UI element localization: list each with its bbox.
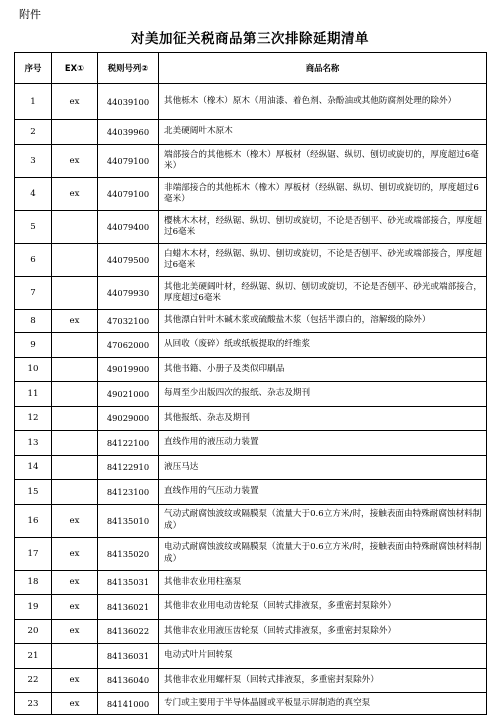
column-header-ex: EX① [52,53,98,84]
table-row [15,406,487,431]
column-header-goods-name: 商品名称 [159,53,487,84]
cell-tariff-code: 84136022 [98,619,159,644]
cell-tariff-code: 84136021 [98,595,159,620]
cell-ex [52,244,98,277]
cell-goods-name: 每周至少出版四次的报纸、杂志及期刊 [159,382,487,407]
cell-goods-name: 其他报纸、杂志及期刊 [159,406,487,431]
cell-serial: 13 [15,431,52,456]
cell-goods-name: 直线作用的液压动力装置 [159,431,487,456]
cell-ex: ex [52,504,98,537]
cell-serial: 17 [15,537,52,570]
table-row [15,480,487,505]
table-row [15,84,487,120]
table-row [15,668,487,693]
attachment-label: 附件 [19,8,41,21]
cell-goods-name: 从回收（废碎）纸或纸板提取的纤维浆 [159,333,487,358]
table-row [15,619,487,644]
cell-serial: 9 [15,333,52,358]
cell-goods-name: 其他北美硬阔叶材，经纵锯、纵切、刨切或旋切，不论是否刨平、砂光或端部接合，厚度超过6毫米 [159,277,487,310]
table-row [15,211,487,244]
document-title: 对美加征关税商品第三次排除延期清单 [131,31,369,47]
cell-tariff-code: 84135020 [98,537,159,570]
cell-tariff-code: 44039100 [98,84,159,120]
cell-serial: 2 [15,120,52,145]
cell-tariff-code: 44079500 [98,244,159,277]
cell-serial: 8 [15,310,52,333]
table-row [15,145,487,178]
cell-ex: ex [52,537,98,570]
cell-ex [52,382,98,407]
cell-goods-name: 其他书籍、小册子及类似印刷品 [159,357,487,382]
cell-goods-name: 电动式耐腐蚀波纹或隔膜泵（流量大于0.6立方米/时，接触表面由特殊耐腐蚀材料制成） [159,537,487,570]
cell-goods-name: 其他漂白针叶木碱木浆或硫酸盐木浆（包括半漂白的，溶解级的除外） [159,310,487,333]
cell-goods-name: 白蜡木木材，经纵锯、纵切、刨切或旋切，不论是否刨平、砂光或端部接合，厚度超过6毫米 [159,244,487,277]
cell-ex: ex [52,570,98,595]
cell-tariff-code: 84136031 [98,644,159,669]
cell-goods-name: 非端部接合的其他栎木（橡木）厚板材（经纵锯、纵切、刨切或旋切的，厚度超过6毫米） [159,178,487,211]
table-row [15,570,487,595]
cell-serial: 15 [15,480,52,505]
cell-ex: ex [52,595,98,620]
cell-tariff-code: 47062000 [98,333,159,358]
column-header-tariff-code: 税则号列② [98,53,159,84]
cell-goods-name: 专门或主要用于半导体晶圆或平板显示屏制造的真空泵 [159,693,487,715]
cell-ex: ex [52,84,98,120]
cell-goods-name: 其他栎木（橡木）原木（用油漆、着色剂、杂酚油或其他防腐剂处理的除外） [159,84,487,120]
cell-goods-name: 直线作用的气压动力装置 [159,480,487,505]
cell-tariff-code: 84122100 [98,431,159,456]
cell-tariff-code: 44039960 [98,120,159,145]
cell-tariff-code: 44079100 [98,178,159,211]
cell-tariff-code: 44079930 [98,277,159,310]
cell-serial: 20 [15,619,52,644]
cell-serial: 21 [15,644,52,669]
cell-tariff-code: 84123100 [98,480,159,505]
cell-serial: 12 [15,406,52,431]
table-row [15,455,487,480]
cell-goods-name: 其他非农业用电动齿轮泵（回转式排液泵，多重密封泵除外） [159,595,487,620]
cell-tariff-code: 47032100 [98,310,159,333]
table-row [15,310,487,333]
cell-ex: ex [52,668,98,693]
cell-ex: ex [52,178,98,211]
cell-serial: 16 [15,504,52,537]
table-row [15,178,487,211]
cell-ex [52,277,98,310]
table-row [15,277,487,310]
table-row [15,431,487,456]
cell-tariff-code: 84135031 [98,570,159,595]
cell-tariff-code: 84141000 [98,693,159,715]
table-row [15,644,487,669]
cell-tariff-code: 49019900 [98,357,159,382]
cell-serial: 22 [15,668,52,693]
cell-ex: ex [52,310,98,333]
table-header-row [15,53,487,84]
column-header-serial: 序号 [15,53,52,84]
cell-serial: 19 [15,595,52,620]
cell-tariff-code: 49021000 [98,382,159,407]
cell-ex [52,333,98,358]
cell-goods-name: 樱桃木木材，经纵锯、纵切、刨切或旋切，不论是否刨平、砂光或端部接合，厚度超过6毫米 [159,211,487,244]
cell-ex [52,480,98,505]
table-body [15,84,487,715]
cell-tariff-code: 84136040 [98,668,159,693]
table-row [15,333,487,358]
cell-goods-name: 其他非农业用液压齿轮泵（回转式排液泵，多重密封泵除外） [159,619,487,644]
cell-ex: ex [52,693,98,715]
table-row [15,504,487,537]
cell-tariff-code: 44079400 [98,211,159,244]
cell-ex [52,431,98,456]
cell-serial: 11 [15,382,52,407]
cell-ex: ex [52,145,98,178]
cell-ex [52,406,98,431]
cell-goods-name: 端部接合的其他栎木（橡木）厚板材（经纵锯、纵切、刨切或旋切的，厚度超过6毫米） [159,145,487,178]
cell-goods-name: 电动式叶片回转泵 [159,644,487,669]
cell-ex [52,455,98,480]
cell-serial: 5 [15,211,52,244]
cell-ex [52,211,98,244]
cell-goods-name: 气动式耐腐蚀波纹或隔膜泵（流量大于0.6立方米/时，接触表面由特殊耐腐蚀材料制成） [159,504,487,537]
cell-serial: 23 [15,693,52,715]
cell-ex: ex [52,619,98,644]
table-row [15,595,487,620]
cell-ex [52,120,98,145]
cell-serial: 18 [15,570,52,595]
cell-serial: 1 [15,84,52,120]
table-row [15,357,487,382]
table-row [15,537,487,570]
cell-serial: 10 [15,357,52,382]
cell-serial: 6 [15,244,52,277]
cell-goods-name: 北美硬阔叶木原木 [159,120,487,145]
table-row [15,120,487,145]
table-row [15,244,487,277]
cell-tariff-code: 49029000 [98,406,159,431]
cell-tariff-code: 84122910 [98,455,159,480]
cell-goods-name: 其他非农业用螺杆泵（回转式排液泵，多重密封泵除外） [159,668,487,693]
cell-serial: 3 [15,145,52,178]
cell-goods-name: 其他非农业用柱塞泵 [159,570,487,595]
cell-ex [52,644,98,669]
table-row [15,693,487,715]
cell-goods-name: 液压马达 [159,455,487,480]
cell-serial: 4 [15,178,52,211]
exclusion-list-table [14,52,487,715]
cell-serial: 7 [15,277,52,310]
table-row [15,382,487,407]
cell-ex [52,357,98,382]
cell-tariff-code: 84135010 [98,504,159,537]
cell-serial: 14 [15,455,52,480]
cell-tariff-code: 44079100 [98,145,159,178]
